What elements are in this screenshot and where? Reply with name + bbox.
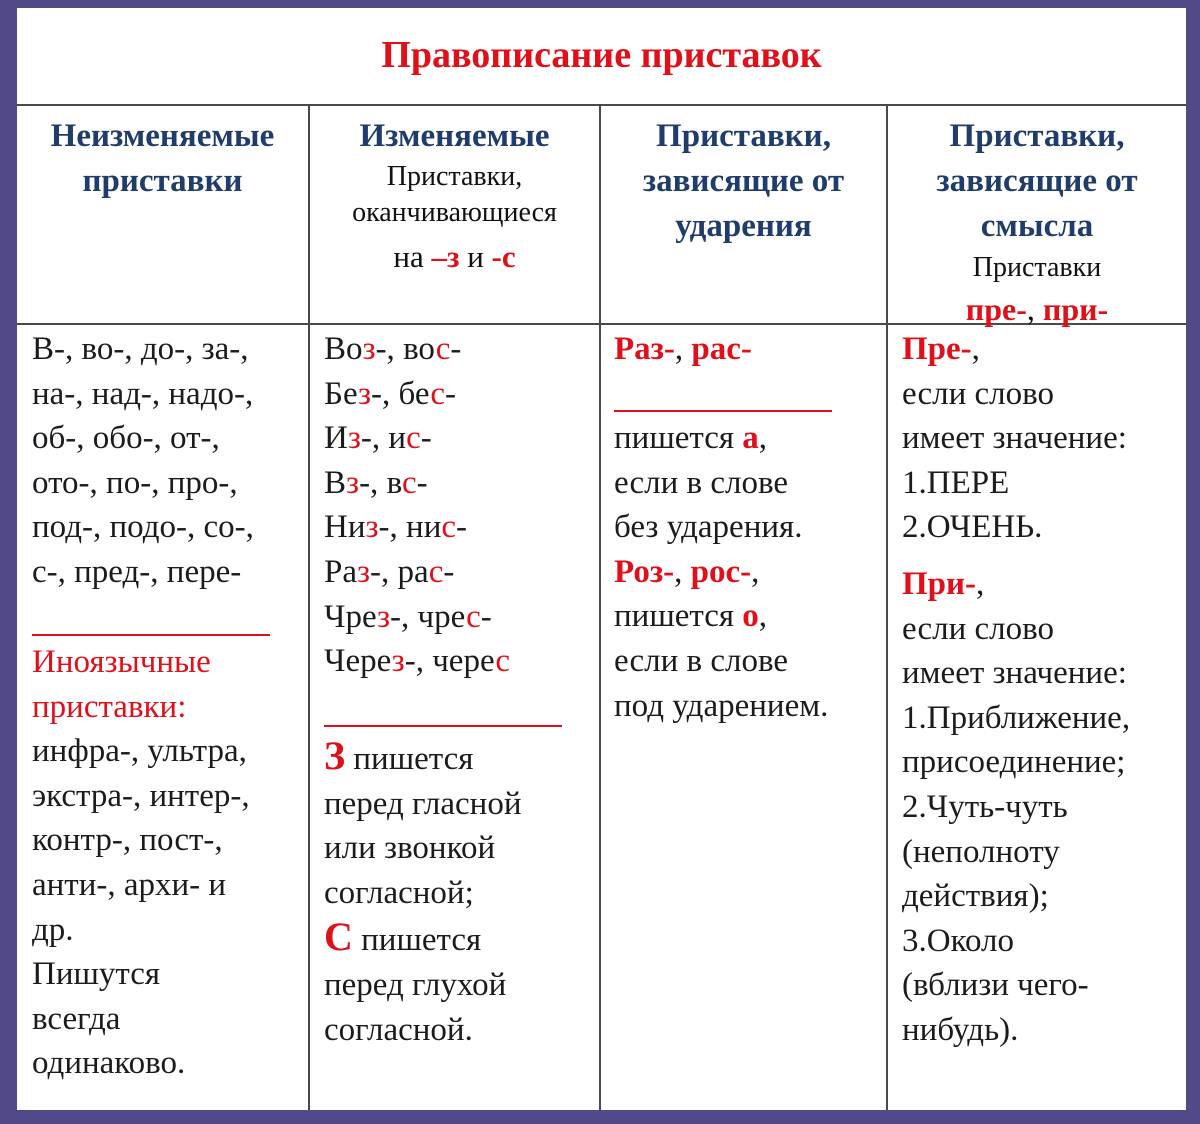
- header-and: и: [467, 239, 484, 274]
- prefix-raz: Раз-: [614, 331, 675, 367]
- header-z-ending: –з: [431, 239, 460, 274]
- header-stress-line-2: зависящие от: [642, 163, 845, 199]
- prefix-s-stem: бе: [398, 375, 431, 412]
- prefix-s-end: с: [406, 420, 421, 457]
- o-rule-line: под ударением.: [614, 687, 829, 724]
- pri-line: имеет значение:: [902, 655, 1127, 692]
- roz-ros-line: Роз-, рос-,: [614, 553, 760, 590]
- pre-title-line: Пре-,: [902, 331, 980, 367]
- prefix-line: на-, над-, надо-,: [32, 375, 254, 412]
- header-meaning: [888, 114, 1186, 331]
- prefix-z-end: з: [357, 553, 371, 590]
- prefix-s-end: с: [401, 464, 417, 501]
- header-meaning-sub: Приставки: [972, 252, 1102, 283]
- header-s-ending: -с: [491, 239, 516, 274]
- spacer: [902, 550, 1184, 562]
- prefix-s-stem: и: [388, 420, 407, 457]
- pre-line: если слово: [902, 375, 1054, 412]
- prefix-s-stem: чере: [432, 643, 496, 680]
- header-changeable-ending: [310, 231, 599, 283]
- prefix-z-end: з: [391, 643, 405, 680]
- z-letter: З: [324, 733, 346, 778]
- pri-line: действия);: [902, 878, 1049, 915]
- header-pre: пре-: [965, 291, 1027, 327]
- o-rule-line-1: пишется о,: [614, 598, 768, 635]
- prefix-z-end: з: [365, 509, 379, 546]
- foreign-title-line-1: Иноязычные: [32, 644, 211, 680]
- pri-line: (вблизи чего-: [902, 967, 1089, 1004]
- s-rule-line: согласной.: [324, 1011, 473, 1048]
- z-rule-line-1: [324, 734, 596, 782]
- header-pri: при-: [1042, 291, 1109, 327]
- header-meaning-prefixes: пре-, при-: [965, 291, 1109, 327]
- prefix-z-stem: Ра: [324, 553, 357, 590]
- prefix-z-stem: В: [324, 464, 347, 501]
- prefix-s-end: с: [428, 553, 444, 590]
- prefix-s-end: с: [441, 509, 457, 546]
- a-rule-line: если в слове: [614, 464, 788, 501]
- prefix-s-stem: чре: [417, 598, 467, 635]
- prefix-z-stem: Чере: [324, 643, 392, 680]
- prefix-z-end: з: [346, 464, 360, 501]
- raz-ras-line: Раз-, рас-: [614, 331, 752, 367]
- s-letter: С: [324, 914, 353, 960]
- letter-o: о: [742, 598, 759, 635]
- prefix-pair: Низ-, нис-: [324, 509, 468, 546]
- header-unchangeable-line-1: Неизменяемые: [50, 118, 275, 154]
- s-rule-line-1: [324, 915, 596, 963]
- prefix-pair: Из-, ис-: [324, 420, 432, 457]
- prefix-roz: Роз-: [614, 553, 675, 590]
- prefix-z-stem: Бе: [324, 375, 358, 412]
- s-rule-line: перед глухой: [324, 966, 507, 1003]
- pri-line: присоединение;: [902, 744, 1126, 781]
- letter-a: а: [742, 420, 759, 456]
- prefix-s-end: с: [466, 598, 481, 635]
- header-divider: [17, 104, 1186, 106]
- z-rule-line: или звонкой: [324, 830, 496, 867]
- prefix-z-stem: Во: [324, 331, 363, 367]
- col-unchangeable-body: [32, 327, 304, 595]
- header-stress-line-1: Приставки,: [656, 118, 831, 154]
- header-meaning-line-1: Приставки,: [949, 118, 1125, 154]
- prefix-pair: Через-, черес: [324, 643, 511, 680]
- header-changeable-title: Изменяемые: [359, 118, 550, 154]
- col-stress-body: [614, 416, 884, 728]
- prefix-pair: Вз-, вс-: [324, 464, 428, 501]
- pri-line: нибудь).: [902, 1011, 1019, 1048]
- col-changeable-rules: [324, 734, 596, 1052]
- header-unchangeable-line-2: приставки: [82, 163, 243, 199]
- foreign-line: анти-, архи- и: [32, 866, 227, 903]
- prefix-s-end: с: [430, 375, 446, 412]
- prefix-z-stem: И: [324, 420, 348, 457]
- pri-line: 2.Чуть-чуть: [902, 788, 1068, 825]
- prefix-line: с-, пред-, пере-: [32, 553, 242, 590]
- a-rule-line: без ударения.: [614, 509, 803, 546]
- header-unchangeable: [17, 114, 308, 204]
- z-rule-line: согласной;: [324, 874, 474, 911]
- header-na: на: [393, 239, 424, 274]
- prefix-s-stem: ра: [397, 553, 429, 590]
- col-stress-separator: [614, 410, 832, 412]
- col-stress-top: [614, 327, 884, 372]
- prefix-z-end: з: [377, 598, 391, 635]
- foreign-line: контр-, пост-,: [32, 822, 223, 859]
- header-meaning-line-3: смысла: [980, 208, 1094, 244]
- o-rule-line: если в слове: [614, 642, 788, 679]
- prefix-s-end: с: [495, 643, 511, 680]
- header-changeable-sub-1: Приставки,: [386, 161, 523, 192]
- prefix-z-stem: Ни: [324, 509, 366, 546]
- header-stress-line-3: ударения: [675, 208, 812, 244]
- page-title: Правописание приставок: [381, 34, 822, 76]
- foreign-line: др.: [32, 911, 74, 948]
- prefix-pre: Пре-: [902, 331, 972, 367]
- prefix-pair: Чрез-, чрес-: [324, 598, 492, 635]
- prefix-z-stem: Чре: [324, 598, 377, 635]
- prefix-line: В-, во-, до-, за-,: [32, 331, 249, 367]
- a-rule-line-1: пишется а,: [614, 420, 768, 456]
- prefix-table: [17, 8, 1186, 1110]
- prefix-z-end: з: [362, 331, 376, 367]
- header-stress: [601, 114, 886, 249]
- prefix-z-end: з: [347, 420, 361, 457]
- header-changeable: [310, 114, 599, 283]
- prefix-line: ото-, по-, про-,: [32, 464, 238, 501]
- pri-line: 3.Около: [902, 922, 1014, 959]
- o-rule-text: пишется: [614, 598, 735, 635]
- prefix-line: под-, подо-, со-,: [32, 509, 254, 546]
- foreign-line: всегда: [32, 1000, 121, 1037]
- prefix-pair: Воз-, вос-: [324, 331, 462, 367]
- z-rule-text: пишется: [353, 741, 474, 777]
- col-changeable-body: [324, 327, 596, 684]
- prefix-pair: Без-, бес-: [324, 375, 457, 412]
- foreign-line: инфра-, ультра,: [32, 733, 247, 770]
- pri-title-line: При-,: [902, 565, 985, 602]
- prefix-s-stem: в: [386, 464, 402, 501]
- pri-line: 1.Приближение,: [902, 699, 1131, 736]
- s-rule-text: пишется: [361, 922, 482, 959]
- col-changeable-separator: [324, 725, 562, 727]
- col-unchangeable-separator: [32, 634, 270, 636]
- pre-line: 2.ОЧЕНЬ.: [902, 509, 1043, 546]
- prefix-s-stem: во: [403, 331, 436, 367]
- pre-line: 1.ПЕРЕ: [902, 464, 1010, 501]
- foreign-line: Пишутся: [32, 956, 161, 993]
- foreign-title-line-2: приставки:: [32, 688, 187, 725]
- header-changeable-sub-2: оканчивающиеся: [352, 197, 557, 228]
- pri-line: (неполноту: [902, 833, 1060, 870]
- prefix-z-end: з: [358, 375, 372, 412]
- column-divider-2: [599, 104, 601, 1110]
- prefix-pair: Раз-, рас-: [324, 553, 455, 590]
- prefix-pri: При-: [902, 565, 977, 602]
- prefix-s-stem: ни: [406, 509, 442, 546]
- prefix-line: об-, обо-, от-,: [32, 420, 220, 457]
- prefix-ras: рас-: [691, 331, 752, 367]
- prefix-ros: рос-: [690, 553, 752, 590]
- foreign-line: одинаково.: [32, 1045, 186, 1082]
- col-meaning-body: [902, 327, 1184, 1053]
- col-foreign-body: [32, 640, 304, 1086]
- prefix-s-end: с: [435, 331, 451, 367]
- pri-line: если слово: [902, 610, 1054, 647]
- pre-line: имеет значение:: [902, 420, 1127, 457]
- a-rule-text: пишется: [614, 420, 735, 456]
- z-rule-line: перед гласной: [324, 785, 522, 822]
- header-meaning-line-2: зависящие от: [936, 163, 1138, 199]
- foreign-line: экстра-, интер-,: [32, 777, 250, 814]
